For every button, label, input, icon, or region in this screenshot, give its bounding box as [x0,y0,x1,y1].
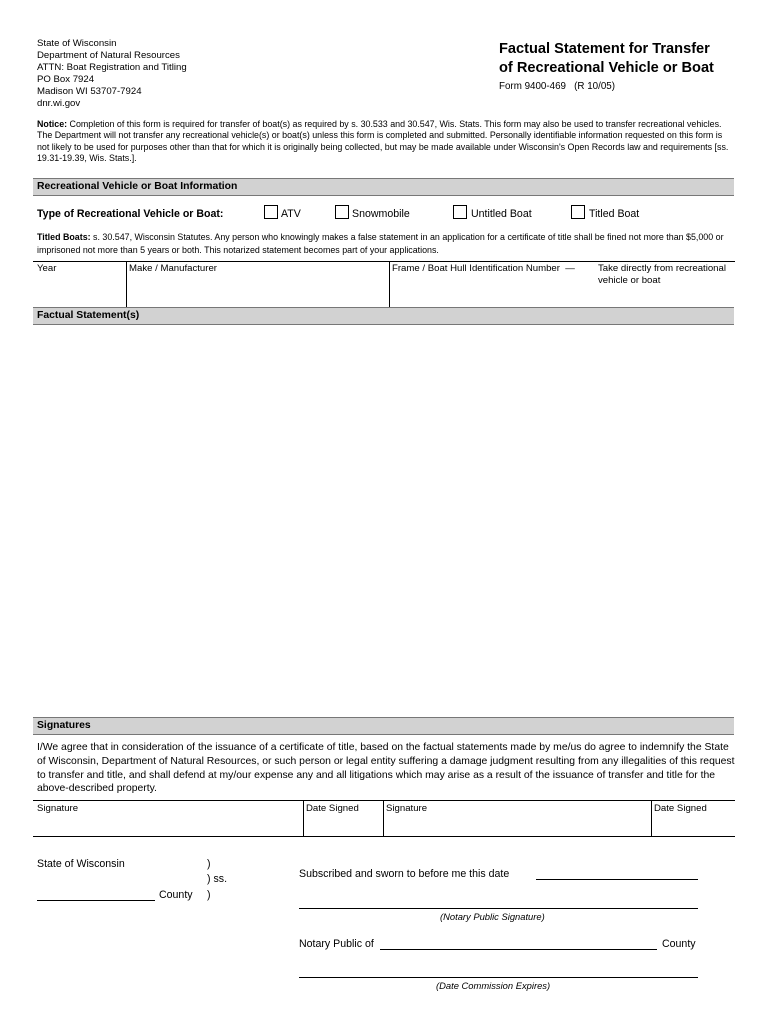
signature-label-2: Signature [386,803,428,814]
signature-table-top [33,800,735,801]
notary-ss: ) ss. [207,873,228,885]
untitled-boat-checkbox[interactable] [453,205,467,219]
notary-signature-line[interactable] [299,908,698,909]
snowmobile-checkbox[interactable] [335,205,349,219]
commission-line[interactable] [299,977,698,978]
snowmobile-label: Snowmobile [352,208,410,220]
agency-line: Madison WI 53707-7924 [37,86,142,97]
vehicle-type-label: Type of Recreational Vehicle or Boat: [37,208,224,220]
table-divider [126,261,127,307]
titled-boat-checkbox[interactable] [571,205,585,219]
notary-public-of: Notary Public of [299,938,374,950]
notary-county-line[interactable] [380,949,657,950]
vehicle-section-title: Recreational Vehicle or Boat Information [37,181,238,192]
signature-table-bottom [33,836,735,837]
year-field[interactable] [34,276,124,306]
agency-line: PO Box 7924 [37,74,95,85]
notary-paren: ) [207,858,211,870]
titled-boats-notice [37,231,737,256]
frame-field[interactable] [391,288,734,306]
subscribed-text: Subscribed and sworn to before me this date [299,868,510,880]
titled-boats-text: s. 30.547, Wisconsin Statutes. Any person who knowingly makes a false statement in an application for a certificate of title shall be fined not more than $5,000 or imprisoned not more than 5 years or both. This notarized statement becomes part of your applications. [37,232,724,255]
date-signed-label-1: Date Signed [306,803,359,814]
subscribed-date-line[interactable] [536,879,698,880]
notary-signature-caption: (Notary Public Signature) [440,911,545,922]
notary-state: State of Wisconsin [37,858,125,870]
agency-address [37,38,187,110]
signature-divider [383,800,384,837]
signature-divider [651,800,652,837]
make-field[interactable] [128,276,387,306]
signatures-section-title: Signatures [37,720,91,731]
vehicle-section-header [33,178,734,196]
table-divider [389,261,390,307]
frame-note-line: vehicle or boat [598,275,661,286]
notice-paragraph [37,119,735,164]
titled-boats-label: Titled Boats: [37,232,91,242]
factual-section-header [33,307,734,325]
frame-field-note [598,263,726,287]
atv-checkbox[interactable] [264,205,278,219]
agency-line: ATTN: Boat Registration and Titling [37,62,187,73]
form-title-line2: of Recreational Vehicle or Boat [499,60,714,76]
indemnity-agreement: I/We agree that in consideration of the issuance of a certificate of title, based on the factual statements made by me/us do agree to indemnify the State of Wisconsin, Department of Natural Resources, or such person or legal entity suffering a damage judgment resulting from any illegalities of this request to transfer and title, and shall defend at my/our expense any and all litigations which may arise as a result of the issuance of transfer and title for the above-described property. [37,742,735,795]
untitled-boat-label: Untitled Boat [471,208,532,220]
notary-paren: ) [207,889,211,901]
atv-label: ATV [281,208,301,220]
signature-field-1[interactable] [34,815,301,835]
signature-label-1: Signature [37,803,79,814]
date-signed-label-2: Date Signed [654,803,707,814]
table-top-rule [33,261,735,262]
county-label: County [159,889,193,901]
year-field-label: Year [37,263,57,274]
factual-section-title: Factual Statement(s) [37,310,140,321]
form-title [499,40,714,78]
notice-label: Notice: [37,119,68,129]
date-signed-field-2[interactable] [653,815,733,835]
date-signed-field-1[interactable] [305,815,381,835]
agency-line: State of Wisconsin [37,38,117,49]
notary-county-label: County [662,938,696,950]
notice-text: Completion of this form is required for transfer of boat(s) as required by s. 30.533 and 30.547, Wis. Stats. This form may also be used to transfer recreational vehicles. The Department will not transfer any recreational vehicle(s) or boat(s) unless this form is completed and submitted. Personally identifiable information requested on this form is not likely to be used for purposes other than that for which it is originally being collected, but may be made available under Wisconsin's Open Records law and requirements [ss. 19.31-19.39, Wis. Stats.]. [37,119,729,163]
signature-divider [303,800,304,837]
factual-statement-area[interactable] [34,327,734,715]
frame-note-line: Take directly from recreational [598,263,726,274]
form-title-line1: Factual Statement for Transfer [499,41,710,57]
frame-field-label: Frame / Boat Hull Identification Number — [392,263,575,274]
make-field-label: Make / Manufacturer [129,263,217,274]
agency-line: dnr.wi.gov [37,98,81,109]
agency-line: Department of Natural Resources [37,50,180,61]
signature-field-2[interactable] [385,815,649,835]
commission-caption: (Date Commission Expires) [436,980,551,991]
form-number: Form 9400-469 (R 10/05) [499,81,615,92]
signatures-section-header [33,717,734,735]
county-line[interactable] [37,900,155,901]
titled-boat-label: Titled Boat [589,208,640,220]
